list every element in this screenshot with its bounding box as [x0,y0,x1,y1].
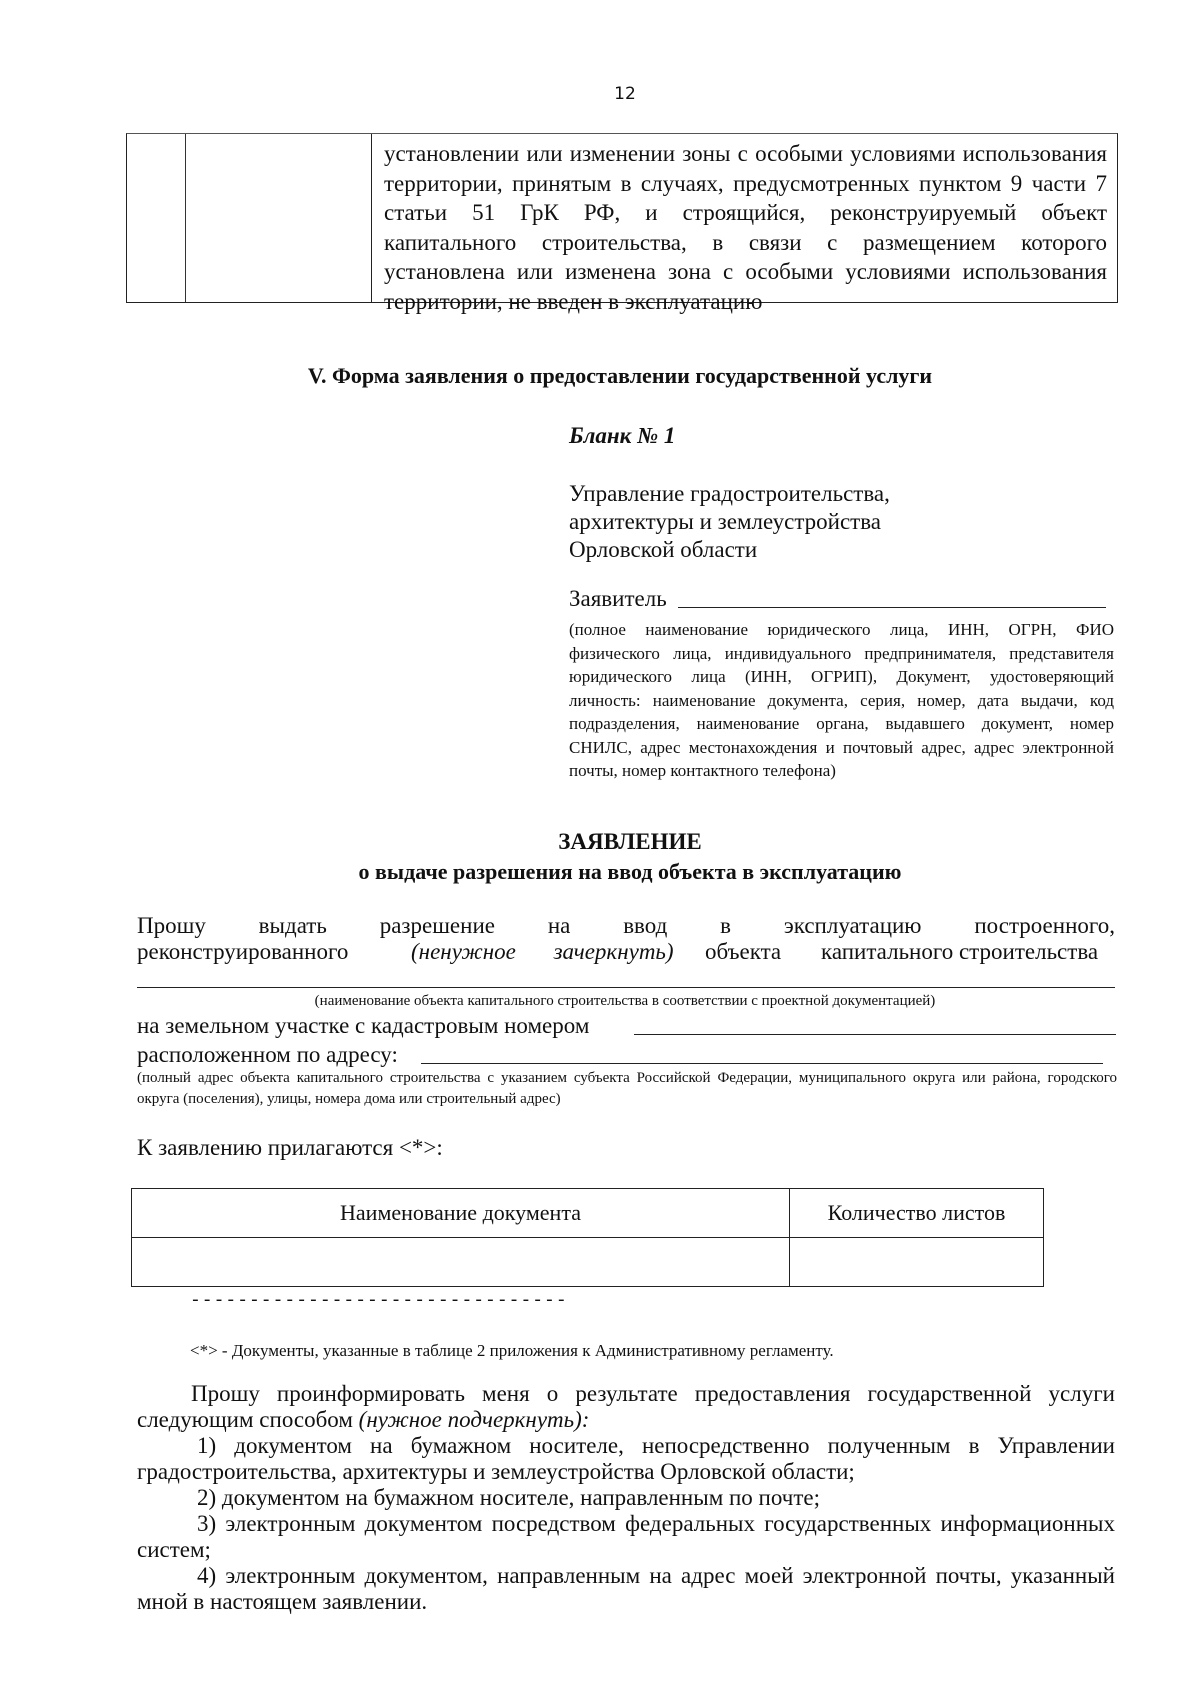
object-name-field[interactable] [137,987,1115,988]
applicant-field[interactable] [678,607,1106,608]
addressee-line: архитектуры и землеустройства [569,509,881,534]
cadastral-number-field[interactable] [634,1034,1116,1035]
inform-block [137,1381,1115,1615]
footnote: <*> - Документы, указанные в таблице 2 приложения к Административному регламенту. [190,1341,834,1360]
inform-intro-text: Прошу проинформировать меня о результате предоставления государственной услуги следующим способом [137,1381,1115,1432]
column-header: Количество листов [790,1189,1044,1238]
attachments-label: К заявлению прилагаются <*>: [137,1135,443,1160]
attachments-table [131,1188,1044,1287]
table-cell-name [185,134,372,302]
address-label: расположенном по адресу: [137,1042,398,1067]
blank-label: Бланк № 1 [569,423,676,448]
table-header-row [132,1189,1044,1238]
footnote-separator: -------------------------------- [190,1291,568,1311]
inform-option: 3) электронным документом посредством федеральных государственных информационных систем; [137,1511,1115,1562]
applicant-note: (полное наименование юридического лица, ИНН, ОГРН, ФИО физического лица, индивидуального предпринимателя, представителя юридического лица (ИНН, ОГРИП), Документ, удостоверяющий личность: наименование документа, серия, номер, дата выдачи, код подразделения, наименование органа, выдавшего документ, номер СНИЛС, адрес местонахождения и почтовый адрес, адрес электронной почты, номер контактного телефона) [569,620,1114,780]
table-cell-number [127,134,186,302]
table-row [132,1238,1044,1287]
address-caption: (полный адрес объекта капитального строительства с указанием субъекта Российской Федерации, муниципального округа или района, городского округа (поселения), улицы, номера дома или строительный адрес) [137,1070,1117,1107]
inform-option: 1) документом на бумажном носителе, непосредственно полученным в Управлении градостроительства, архитектуры и землеустройства Орловской области; [137,1433,1115,1484]
request-line: Прошу выдать разрешение на ввод в эксплуатацию построенного, [137,913,1115,938]
sheet-count-cell[interactable] [790,1238,1044,1287]
continuation-table [126,133,1118,314]
request-word: реконструированного [137,939,349,964]
inform-intro [137,1381,1115,1433]
inform-intro-note: (нужное подчеркнуть): [358,1407,590,1432]
section-title: V. Форма заявления о предоставлении государственной услуги [307,363,933,388]
column-header: Наименование документа [132,1189,790,1238]
address-field[interactable] [421,1063,1103,1064]
document-subtitle: о выдаче разрешения на ввод объекта в эксплуатацию [358,859,902,884]
addressee-line: Орловской области [569,537,758,562]
request-word: капитального строительства [821,939,1099,964]
request-note: (ненужное зачеркнуть) [411,939,674,964]
cadastral-label: на земельном участке с кадастровым номером [137,1013,590,1038]
object-caption: (наименование объекта капитального строительства в соответствии с проектной документацией) [314,993,936,1009]
applicant-label: Заявитель [569,586,667,611]
inform-option: 2) документом на бумажном носителе, направленным по почте; [197,1485,820,1510]
document-name-cell[interactable] [132,1238,790,1287]
request-word: объекта [705,939,782,964]
inform-option: 4) электронным документом, направленным на адрес моей электронной почты, указанный мной в настоящем заявлении. [137,1563,1115,1614]
table-cell-text: установлении или изменении зоны с особыми условиями использования территории, принятым в случаях, предусмотренных пунктом 9 части 7 статьи 51 ГрК РФ, и строящийся, реконструируемый объект капитального строительства, в связи с размещением которого установлена или изменена зона с особыми условиями использования территории, не введен в эксплуатацию [384,141,1107,314]
document-title: ЗАЯВЛЕНИЕ [558,829,702,854]
page-number: 12 [614,84,636,104]
addressee-line: Управление градостроительства, [569,481,890,506]
addressee-block [569,480,890,564]
